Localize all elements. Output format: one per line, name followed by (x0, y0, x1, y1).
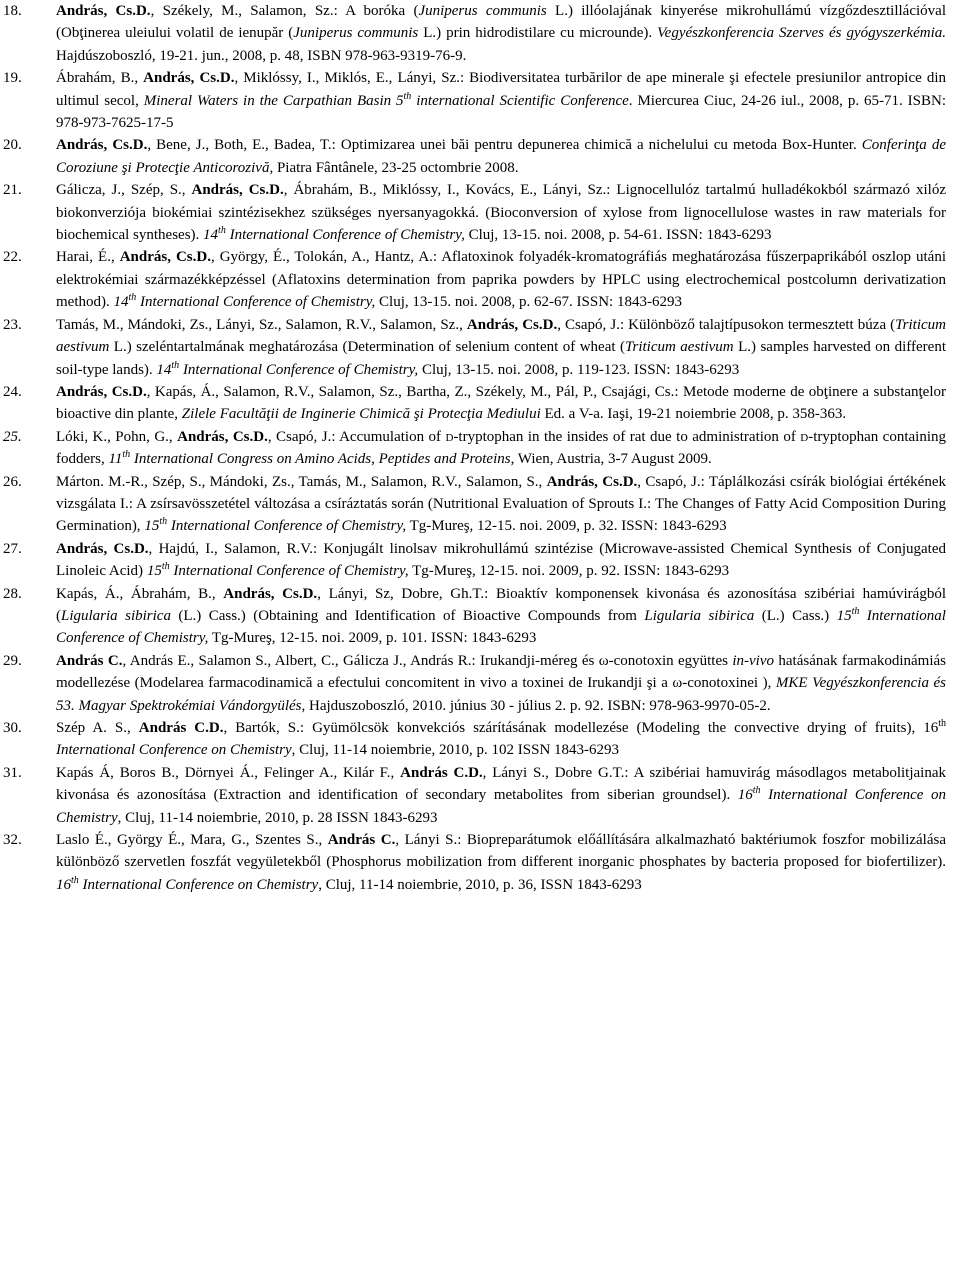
citation-text: , Cluj, 11-14 noiembrie, 2010, p. 102 ISSN 1843-6293 (291, 742, 620, 759)
citation-text: , Miklóssy, I., Miklós, E., Lányi, Sz.: Biodiversitatea turbărilor de ape minerale şi efectele presiunilor antropice din ultimul secol, (56, 70, 946, 109)
author-highlight: András, Cs.D. (191, 182, 284, 199)
italic-text: International Conference of Chemistry, (179, 361, 419, 378)
citation-text: , Kapás, Á., Salamon, R.V., Salamon, Sz., Bartha, Z., Székely, M., Pál, P., Csajági, Cs.: Metode moderne de obţinere a substanţelor bioactive din plante, (56, 383, 947, 423)
entry-number: 29. (3, 652, 22, 669)
citation-text: -tryptophan containing fodders, (56, 428, 946, 468)
citation-text: (L.) Cass.) (Obtaining and Identification of Bioactive Compounds from (170, 607, 645, 624)
citation-text: , Lányi S., Dobre G.T.: A szibériai hamuvirág másodlagos metabolitjainak kivonása és azonosítása (Extraction and identification of secondary metabolites from siberian groundsel). (56, 764, 946, 804)
citation-text: , Székely, M., Salamon, Sz.: A boróka ( (150, 3, 419, 19)
entry-citation (56, 829, 946, 896)
publication-entry (3, 314, 946, 381)
italic-text: Ligularia sibirica (644, 607, 755, 624)
italic-text: International Congress on Amino Acids, Peptides and Proteins (130, 451, 511, 468)
citation-text: Szép A. S., (56, 720, 139, 736)
publication-entry (3, 762, 946, 829)
author-highlight: András, Cs.D. (56, 137, 148, 154)
citation-text: Tg-Mureş, 12-15. noi. 2009, p. 92. ISSN: 1843-6293 (408, 563, 730, 580)
citation-text: Hajdúszoboszló, 19-21. jun., 2008, p. 48, ISBN 978-963-9319-76-9. (56, 47, 467, 64)
entry-citation (56, 179, 946, 246)
author-highlight: András C.D. (400, 764, 483, 781)
citation-text: , Bartók, S.: Gyümölcsök konvekciós szárításának modellezése (Modeling the convective drying of fruits), 16 (223, 720, 939, 736)
entry-number: 30. (3, 720, 22, 736)
publication-entry (3, 134, 946, 179)
citation-text: Lóki, K., Pohn, G., (56, 428, 178, 445)
citation-text: Tg-Mureş, 12-15. noi. 2009, p. 32. ISSN: 1843-6293 (406, 518, 727, 535)
italic-text: 11 (108, 451, 123, 468)
entry-citation (56, 583, 946, 650)
citation-text: L.) szeléntartalmának meghatározása (Determination of selenium content of wheat ( (109, 339, 625, 356)
citation-text: Ábrahám, B., (56, 70, 144, 87)
publication-entry (3, 179, 946, 246)
author-highlight: András, Cs.D. (223, 585, 318, 602)
italic-text: 15 (146, 563, 162, 580)
entry-number: 24. (3, 383, 22, 400)
citation-text: L.) samples harvested on different soil-type lands). (56, 339, 947, 378)
superscript: th (938, 718, 946, 729)
italic-text: Juniperus communis (418, 3, 547, 19)
entry-number: 32. (3, 832, 22, 849)
italic-text: International Conference on Chemistry (56, 787, 946, 826)
italic-text: International Conference of Chemistry, (225, 227, 465, 244)
superscript: th (71, 874, 79, 886)
citation-text: Cluj, 13-15. noi. 2008, p. 54-61. ISSN: 1843-6293 (464, 227, 772, 244)
entry-number: 26. (3, 473, 22, 490)
superscript: th (851, 605, 860, 617)
citation-text: Cluj, 13-15. noi. 2008, p. 62-67. ISSN: 1843-6293 (375, 294, 682, 311)
entry-citation (56, 650, 946, 717)
entry-number: 20. (3, 137, 22, 154)
author-highlight: András, Cs.D. (56, 3, 151, 19)
italic-text: 15 (836, 607, 852, 624)
italic-text: International Conference of Chemistry, (56, 607, 946, 647)
entry-citation (56, 538, 946, 583)
citation-text: , Bene, J., Both, E., Badea, T.: Optimizarea unei băi pentru depunerea chimică a nichelului cu metoda Box-Hunter. (147, 137, 862, 154)
entry-number: 27. (3, 540, 22, 557)
entry-citation (56, 426, 946, 471)
italic-text: 16 (56, 876, 71, 893)
italic-text: Mineral Waters in the Carpathian Basin 5 (143, 92, 404, 109)
entry-citation (56, 471, 946, 538)
citation-text: Ed. a V-a. Iaşi, 19-21 noiembrie 2008, p. 358-363. (540, 406, 847, 423)
entry-citation (56, 134, 946, 179)
entry-citation (56, 67, 946, 134)
publication-entry (3, 426, 946, 471)
italic-text: 14 (203, 227, 219, 244)
publication-list (3, 0, 946, 896)
author-highlight: András C. (56, 652, 123, 669)
superscript: th (171, 359, 180, 371)
small-caps-text: d (445, 428, 454, 445)
citation-text: , Cluj, 11-14 noiembrie, 2010, p. 36, ISSN 1843-6293 (318, 876, 642, 893)
author-highlight: András, Cs.D. (56, 540, 149, 557)
citation-text: Gálicza, J., Szép, S., (56, 182, 192, 199)
italic-text: 14 (156, 361, 172, 378)
citation-text: Harai, É., (56, 249, 120, 266)
citation-text: , Csapó, J.: Különböző talajtípusokon termesztett búza ( (557, 316, 896, 333)
citation-text: Tg-Mureş, 12-15. noi. 2009, p. 101. ISSN: 1843-6293 (208, 630, 537, 647)
citation-text: , Csapó, J.: Accumulation of (267, 428, 446, 445)
superscript: th (752, 785, 761, 797)
entry-number: 23. (3, 316, 22, 333)
citation-text: L.) illóolajának kinyerése mikrohullámú vízgőzdesztillációval (Obţinerea uleiului volatil de ienupăr ( (56, 3, 946, 42)
author-highlight: András C. (327, 832, 396, 849)
publication-entry (3, 67, 946, 134)
superscript: th (161, 561, 170, 573)
superscript: th (403, 90, 412, 102)
italic-text: 16 (737, 787, 753, 804)
citation-text: Kapás Á, Boros B., Dörnyei Á., Felinger A., Kilár F., (56, 764, 401, 781)
publication-entry (3, 829, 946, 896)
entry-citation (56, 762, 946, 829)
italic-text: 14 (113, 294, 129, 311)
author-highlight: András, Cs.D. (143, 70, 235, 87)
publication-entry (3, 381, 946, 426)
citation-text: , Piatra Fântânele, 23-25 octombrie 2008. (269, 159, 519, 176)
author-highlight: András, Cs.D. (177, 428, 268, 445)
citation-text: (L.) Cass.) (754, 607, 837, 624)
italic-text: Juniperus communis (293, 25, 419, 42)
entry-number: 28. (3, 585, 22, 602)
author-highlight: András, Cs.D. (119, 249, 211, 266)
author-highlight: András C.D. (138, 720, 224, 736)
citation-text: , Csapó, J.: Táplálkozási csírák biológiai értékének vizsgálata I.: A zsírsavösszetétel változása a csíráztatás során (Nutritional Evaluation of Sprouts I.: The Changes of Fatty Acid Composition During Germination), (56, 473, 946, 535)
publication-entry (3, 538, 946, 583)
publication-entry (3, 650, 946, 717)
superscript: th (218, 225, 226, 237)
citation-text: , Wien, Austria, 3-7 August 2009. (510, 451, 712, 468)
italic-text: Triticum aestivum (624, 339, 734, 356)
citation-text: , Lányi S.: Biopreparátumok előállítására alkalmazható baktériumok foszfor mobilizálása különböző szervetlen foszfát vegyületekből (Phosphorus mobilization from different inorganic phosphates by bacteria proposed for biofertilizer). (56, 832, 946, 871)
entry-number: 19. (3, 70, 22, 87)
citation-text: , Lányi, Sz, Dobre, Gh.T.: Bioaktív komponensek kivonása és azonosítása szibériai hamúvirágból ( (56, 585, 946, 624)
italic-text: MKE Vegyészkonferencia és 53. Magyar Spektrokémiai Vándorgyülés (56, 675, 946, 714)
italic-text: 15 (144, 518, 160, 535)
italic-text: International Conference on Chemistry (78, 876, 319, 893)
superscript: th (159, 516, 168, 528)
entry-citation (56, 246, 946, 313)
entry-citation (56, 314, 946, 381)
citation-text: -tryptophan in the insides of rat due to administration of (453, 428, 801, 445)
italic-text: International Conference of Chemistry, (136, 294, 376, 311)
italic-text: international Scientific Conference (411, 92, 629, 109)
citation-text: . Miercurea Ciuc, 24-26 iul., 2008, p. 65-71. ISBN: 978-973-7625-17-5 (56, 92, 946, 132)
citation-text: Laslo É., György É., Mara, G., Szentes S., (56, 832, 328, 849)
entry-number: 25. (3, 428, 22, 445)
entry-number: 22. (3, 249, 22, 266)
citation-text: , Hajduszoboszló, 2010. június 30 - július 2. p. 92. ISBN: 978-963-9970-05-2. (301, 697, 771, 714)
italic-text: Triticum aestivum (56, 316, 947, 356)
author-highlight: András, Cs.D. (56, 383, 147, 400)
citation-text: Tamás, M., Mándoki, Zs., Lányi, Sz., Salamon, R.V., Salamon, Sz., (56, 316, 467, 333)
publication-entry (3, 583, 946, 650)
citation-text: , György, É., Tolokán, A., Hantz, A.: Aflatoxinok folyadék-kromatográfiás meghatározása fűszerpaprikából oszlop utáni elektrokémiai származékképzéssel (Aflatoxins determination from paprika powders by HPLC using electrochemical postcolumn derivatization method). (56, 249, 946, 311)
italic-text: International Conference of Chemistry, (167, 518, 407, 535)
author-highlight: András, Cs.D. (466, 316, 558, 333)
publication-entry (3, 471, 946, 538)
citation-text: hatásának farmakodinámiás modellezése (Modelarea farmacodinamică a efectului concomitent in vivo a toxinei de Irukandji şi a ω-conotoxinei ), (56, 652, 947, 692)
citation-text: , Cluj, 11-14 noiembrie, 2010, p. 28 ISSN 1843-6293 (117, 809, 438, 826)
superscript: th (128, 292, 137, 304)
citation-text: L.) prin hidrodistilare cu microunde). (418, 25, 658, 42)
entry-citation (56, 381, 946, 426)
citation-text: Márton. M.-R., Szép, S., Mándoki, Zs., Tamás, M., Salamon, R.V., Salamon, S., (56, 473, 547, 490)
publication-entry (3, 0, 946, 67)
author-highlight: András, Cs.D. (546, 473, 638, 490)
italic-text: International Conference of Chemistry, (169, 563, 409, 580)
italic-text: Zilele Facultăţii de Inginerie Chimică şi Protecţia Mediului (181, 406, 541, 423)
citation-text: , Ábrahám, B., Miklóssy, I., Kovács, E., Lányi, Sz.: Lignocellulóz tartalmú hulladékokból származó xilóz biokonverziója biokémiai szintézisekhez szükséges nyersanyagokká. (Bioconversion of xylose from lignocellulose wastes in raw materials for biochemical syntheses). (56, 182, 946, 244)
italic-text: Vegyészkonferencia Szerves és gyógyszerkémia. (657, 25, 946, 42)
superscript: th (122, 449, 131, 461)
small-caps-text: d (800, 428, 809, 445)
italic-text: Conferinţa de Coroziune şi Protecţie Anticorozivă (56, 137, 946, 176)
publication-entry (3, 717, 946, 762)
citation-text: , András E., Salamon S., Albert, C., Gálicza J., András R.: Irukandji-méreg és ω-conotoxin együttes (122, 652, 733, 669)
entry-number: 31. (3, 764, 22, 781)
italic-text: International Conference on Chemistry (56, 742, 292, 759)
publication-entry (3, 246, 946, 313)
entry-citation (56, 0, 946, 67)
citation-text: Kapás, Á., Ábrahám, B., (56, 585, 224, 602)
entry-number: 18. (3, 3, 22, 19)
italic-text: in-vivo (732, 652, 774, 669)
citation-text: , Hajdú, I., Salamon, R.V.: Konjugált linolsav mikrohullámú szintézise (Microwave-assisted Chemical Synthesis of Conjugated Linoleic Acid) (56, 540, 946, 580)
italic-text: Ligularia sibirica (61, 607, 171, 624)
entry-number: 21. (3, 182, 22, 199)
entry-citation (56, 717, 946, 762)
citation-text: Cluj, 13-15. noi. 2008, p. 119-123. ISSN: 1843-6293 (418, 361, 740, 378)
